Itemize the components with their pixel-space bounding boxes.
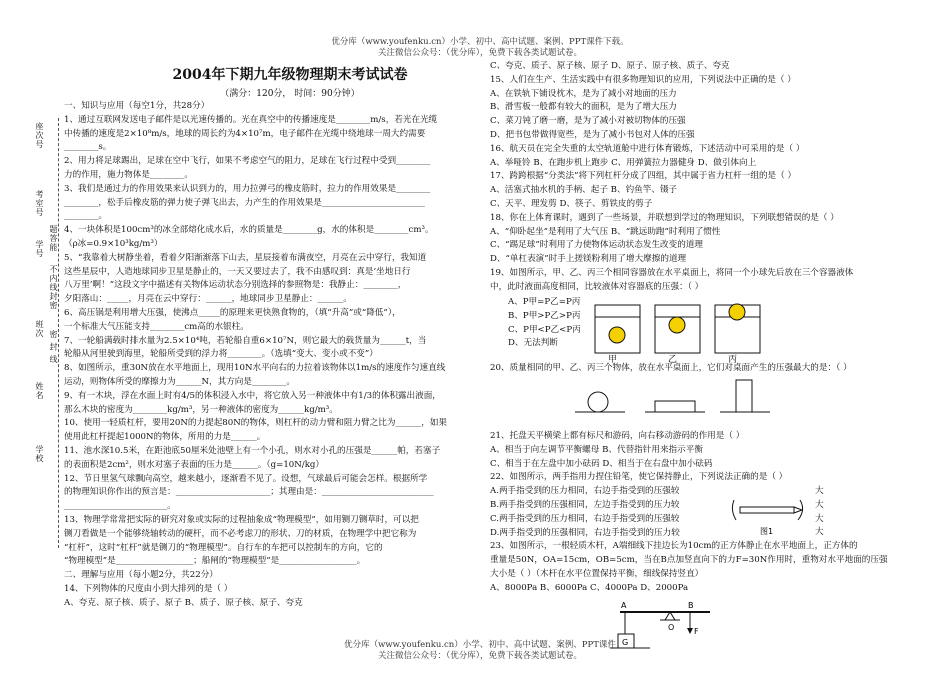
q21-line: 23、如图所示，一根轻质木杆，A端细线下挂边长为10cm的正方体静止在水平地面上，正方体的 — [490, 541, 858, 552]
left-line: 11、池水深10.5米，在距池底50厘米处池壁上有一个小孔，则水对小孔的压强是______帕，若塞子 — [64, 445, 441, 456]
left-line: 的物理知识你作出的预言是：______________________；其理由是：__________________________ — [64, 487, 434, 498]
left-line: 八万里’啊！”这段文字中描述有关物体运动状态分别选择的参照物是：我静止：________， — [64, 280, 407, 291]
seal-line — [58, 118, 59, 548]
exam-subtitle: （满分：120分， 时间：90分钟） — [220, 89, 360, 99]
q22-pencil-figure — [728, 490, 808, 540]
container-jia — [595, 305, 640, 353]
left-line: 3、我们是通过力的作用效果来认识到力的，用力拉弹弓的橡皮筋时，拉力的作用效果是________ — [64, 183, 431, 194]
binding-name: 姓名 — [35, 382, 44, 400]
q19-option-a: A、P甲=P乙=P丙 — [508, 297, 581, 307]
binding-school: 学校 — [35, 445, 44, 463]
left-line: 那么木块的密度为________kg/m³，另一种液体的密度为______kg/m³。 — [64, 404, 338, 415]
left-line: 14、下列物体的尺度由小到大排列的是（ ） — [64, 583, 233, 594]
q21-line: A、相当于向左调节平衡螺母 B、代替指针用来指示平衡 — [490, 444, 703, 455]
object-sphere — [575, 392, 625, 412]
label-bing: 丙 — [728, 355, 738, 365]
left-line: ________________________。 — [64, 501, 176, 512]
right-line: 19、如图所示，甲、乙、丙三个相同容器放在水平桌面上，将同一个小球先后放在三个容器液体 — [490, 267, 854, 278]
footer-line-2: 关注微信公众号：（优分库），免费下载各类试题试卷。 — [377, 651, 582, 661]
header-line-1: 优分库（www.youfenku.cn）小学、初中、高中试题、案例、PPT课件下载。 — [331, 37, 629, 47]
q22-big-labels: 大 大 大 大 — [815, 486, 824, 538]
left-line: 一个标准大气压能支持________cm高的水银柱。 — [64, 321, 249, 332]
q20-objects-figure — [570, 375, 790, 420]
q21-line: D.两手指受到的压强相同，右边手指受到的压力较 — [490, 527, 680, 538]
object-slab — [645, 401, 705, 412]
header-watermark — [290, 37, 670, 59]
q22-figure-caption: 图1 — [760, 527, 774, 536]
q21-23-block — [490, 430, 888, 596]
label-yi: 乙 — [668, 355, 678, 365]
binding-seal-3: 密 封 线 — [49, 330, 58, 365]
right-line: 中，此时液面高度相同，比较液体对容器底的压强：（ ） — [490, 281, 704, 292]
right-line: C、天平、理发剪 D、筷子、剪铁皮的剪子 — [490, 198, 653, 209]
right-line: B、滑雪板一般都有较大的面积，是为了增大压力 — [490, 102, 677, 113]
binding-class: 班次 — [35, 320, 44, 338]
binding-exam-room: 考室号 — [35, 190, 44, 217]
left-line: “杠杆”，这时“杠杆”就是铡刀的“物理模型”。自行车的车把可以控制车的方向，它的 — [64, 542, 383, 553]
left-line: 轮船从河里驶到海里，轮船所受到的浮力将________。（选填“变大、变小或不变”） — [64, 349, 378, 360]
q21-line: A.两手指受到的压力相同，右边手指受到的压强较 — [490, 486, 680, 497]
binding-seal-1: 题答能 — [49, 225, 58, 252]
left-line: 夕阳落山：_____，月亮在云中穿行：______，地球同步卫星静止：______。 — [64, 294, 352, 305]
q21-line: 21、托盘天平横梁上都有标尺和游码，向右移动游码的作用是（ ） — [490, 431, 745, 441]
left-line: 使用此杠杆提起1000N的物体，所用的力是______。 — [64, 432, 266, 443]
q21-line: 重量是50N，OA=15cm，OB=5cm，当在B点加竖直向下的力F=30N作用时，重物对水平地面的压强 — [490, 555, 888, 566]
left-line: 1、通过互联网发送电子邮件是以光速传播的。光在真空中的传播速度是________m/s，若光在光缆 — [64, 114, 438, 125]
right-line: 16、航天员在完全失重的太空轨道舱中进行体育锻炼，下述活动中可采用的是（ ） — [490, 143, 805, 154]
left-line: ________。 — [64, 211, 107, 222]
right-line: 15、人们在生产、生活实践中有很多物理知识的应用，下列说法中正确的是（ ） — [490, 74, 796, 85]
left-line: 12、节日里氢气球飘向高空，越来越小，逐渐看不见了。设想，气球最后可能会怎样。根据所学 — [64, 473, 428, 484]
right-column — [490, 60, 930, 295]
left-line: A、夸克、原子核、质子、原子 B、质子、原子核、原子、夸克 — [64, 597, 303, 608]
q20-line: 20、质量相同的甲、乙、丙三个物体，放在水平桌面上，它们对桌面产生的压强最大的是：（ ） — [490, 363, 852, 373]
left-column — [64, 100, 484, 610]
q21-line: 大小是（ ）（木杆在水平位置保持平衡，细线保持竖直） — [490, 568, 704, 579]
left-line: 4、一块体积是100cm³的冰全部熔化成水后，水的质量是________g，水的体积是________cm³。 — [64, 225, 434, 236]
left-line: 一、知识与应用（每空1分，共28分） — [64, 101, 210, 111]
container-yi — [655, 305, 700, 353]
left-line: 5、“我靠着大树静坐着，看着夕阳渐渐落下山去，星辰接着布满夜空，月亮在云中穿行，我知道 — [64, 252, 427, 263]
right-line: C、夸克、质子、原子核、原子 D、原子、原子核、质子、夸克 — [490, 61, 730, 71]
right-line: C、菜刀钝了磨一磨，是为了减小对被切物体的压强 — [490, 116, 686, 127]
binding-seal-2: 不内线封密 — [49, 265, 58, 310]
left-line: 10、使用一轻质杠杆，要用20N的力提起80N的物体，则杠杆的动力臂和阻力臂之比为______，如果 — [64, 418, 448, 429]
left-line: 铡刀看做是一个能够绕轴转动的硬杆，而不必考虑刀的形状、刀的材质，在物理学中把它称为 — [64, 528, 417, 539]
q21-line: 22、如图所示，两手指用力捏住铅笔，使它保持静止，下列说法正确的是（ ） — [490, 472, 788, 483]
right-line: A、活塞式抽水机的手柄、起子 B、钓鱼竿、镊子 — [490, 185, 678, 196]
left-line: “物理模型”是__________________；船闸的“物理模型”是__________________。 — [64, 556, 366, 567]
footer-watermark — [290, 640, 670, 662]
q21-line: B.两手指受到的压强相同，左边手指受到的压力较 — [490, 499, 680, 510]
left-line: （ρ冰=0.9×10³kg/m³） — [64, 238, 163, 249]
q19-options — [508, 296, 581, 351]
footer-line-1: 优分库（www.youfenku.cn）小学、初中、高中试题、案例、PPT课件 — [344, 640, 616, 650]
label-a: A — [621, 601, 627, 610]
right-line: 17、跨跨根据“分类法”将下列杠杆分成了四组，其中属于省力杠杆一组的是（ ） — [490, 171, 797, 182]
label-f: F — [694, 627, 699, 636]
left-line: 这些星辰中，人造地球同步卫星是静止的，一天又要过去了，我不由感叹到：真是‘坐地日行 — [64, 266, 411, 277]
object-column — [720, 380, 770, 412]
right-line: A、举哑铃 B、在跑步机上跑步 C、用弹簧拉力器健身 D、做引体向上 — [490, 157, 757, 168]
left-line: 7、一轮船满载时排水量为2.5×10⁴吨，若轮船自重6×10⁷N，则它最大的载货量为______t，当 — [64, 335, 427, 346]
label-o: O — [668, 623, 675, 632]
left-line: 中传播的速度是2×10⁸m/s，地球的周长约为4×10⁷m，电子邮件在光缆中绕地球一周大约需要 — [64, 128, 426, 139]
right-line: A、“仰卧起坐”是利用了大气压 B、“跳远助跑”时利用了惯性 — [490, 226, 721, 237]
right-line: D、把书包带做得宽些，是为了减小书包对人体的压强 — [490, 129, 695, 140]
left-line: 运动，则物体所受的摩擦力为______N，其方向是________。 — [64, 376, 295, 387]
q19-option-b: B、P甲>P乙>P丙 — [508, 310, 581, 321]
q21-line: C、相当于在左盘中加小砝码 D、相当于在右盘中加小砝码 — [490, 458, 713, 469]
left-line: 二、理解与应用（每小题2分，共22分） — [64, 570, 218, 581]
left-line: 8、如图所示，重30N放在水平地面上，现用10N水平向右的力拉着该物体以1m/s的速度作匀速直线 — [64, 363, 446, 374]
q21-line: C.两手指受到的压力相同，右边手指受到的压强较 — [490, 513, 680, 524]
binding-seat: 座次号 — [35, 122, 44, 149]
label-g: G — [622, 638, 629, 647]
container-bing — [715, 304, 760, 353]
left-line: 6、高压锅是利用增大压强，使沸点_____的原理来更快熟食物的，（填“升高”或“降低”）， — [64, 307, 401, 318]
binding-student-no: 学号 — [35, 240, 44, 258]
q19-option-d: D、无法判断 — [508, 338, 558, 349]
right-line: A、在铁轨下铺设枕木，是为了减小对地面的压力 — [490, 88, 677, 99]
exam-title: 2004年下期九年级物理期末考试试卷 — [172, 67, 408, 83]
q21-line: A、8000Pa B、6000Pa C、4000Pa D、2000Pa — [490, 582, 689, 593]
left-line: ________s。 — [64, 142, 112, 153]
header-line-2: 关注微信公众号：（优分库），免费下载各类试题试卷。 — [377, 48, 582, 58]
left-line: ________，松手后橡皮筋的弹力使子弹飞出去，力产生的作用效果是________________________ — [64, 197, 425, 208]
left-line: 13、物理学常常把实际的研究对象或实际的过程抽象成“物理模型”，如用铡刀铡草时，可以把 — [64, 514, 419, 525]
q19-option-c: C、P甲<P乙<P丙 — [508, 324, 581, 335]
label-jia: 甲 — [608, 355, 618, 365]
left-line: 9、有一木块，浮在水面上时有4/5的体积浸入水中，将它放入另一种液体中有1/3的体积露出液面， — [64, 390, 441, 401]
right-line: 18、你在上体育课时，遇到了一些场景，并联想到学过的物理知识，下列联想错误的是（ ） — [490, 212, 839, 223]
left-line: 的表面积是2cm²，则水对塞子表面的压力是______。（g=10N/kg） — [64, 459, 324, 470]
label-b: B — [688, 601, 694, 610]
left-line: 力的作用，施力物体是________。 — [64, 169, 193, 180]
right-line: C、“踢足球”时利用了力使物体运动状态发生改变的道理 — [490, 240, 704, 251]
left-line: 2、用力将足球踢出，足球在空中飞行，如果不考虑空气的阻力，足球在飞行过程中受到________ — [64, 156, 431, 167]
right-line: D、“单杠表演”时手上搓镁粉利用了增大摩擦的道理 — [490, 254, 687, 265]
